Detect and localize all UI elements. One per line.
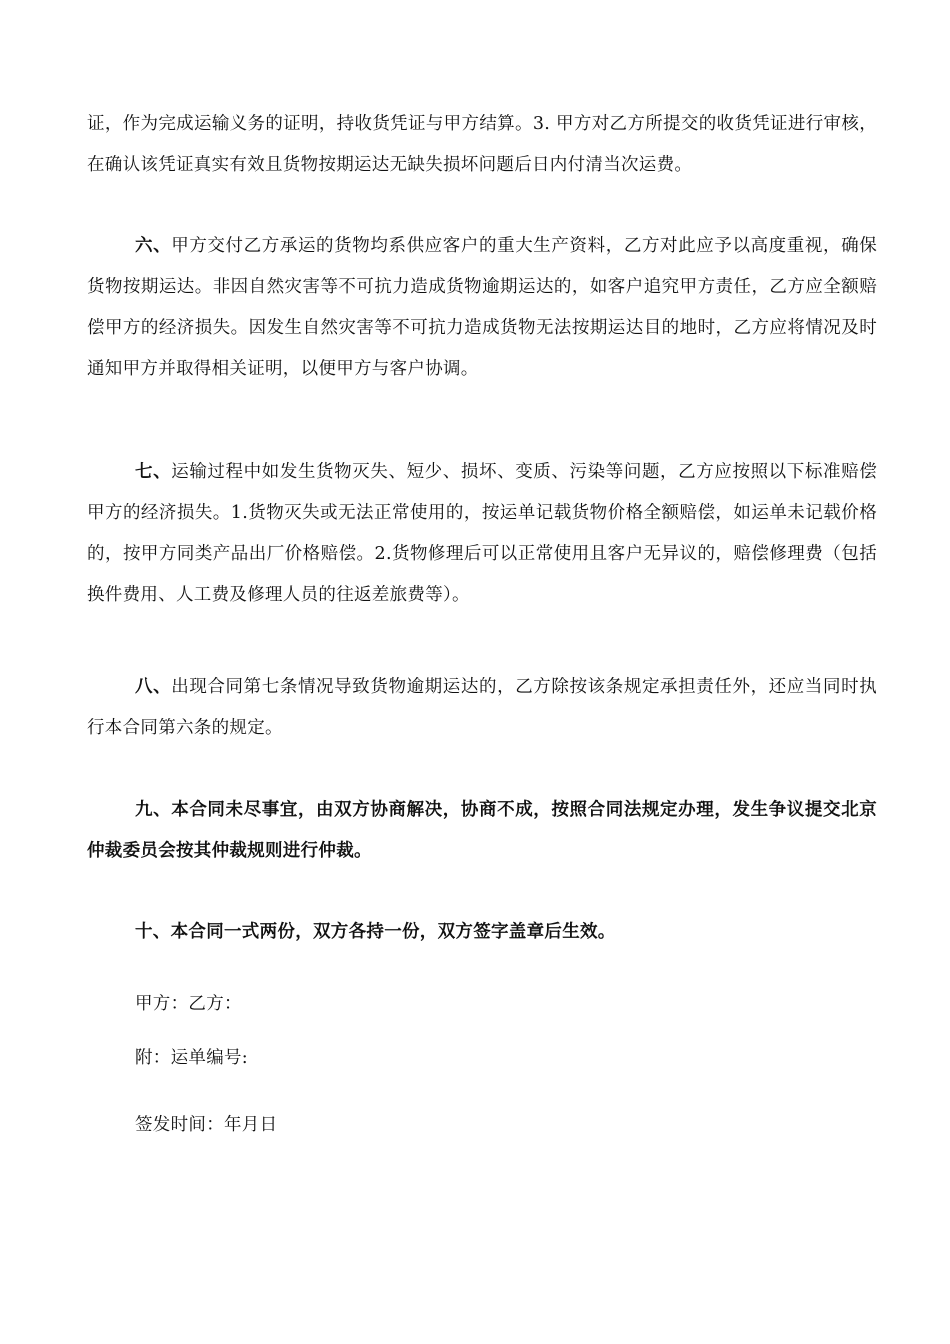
clause-seven-text: 运输过程中如发生货物灭失、短少、损坏、变质、污染等问题，乙方应按照以下标准赔偿甲方的经济损失。1.货物灭失或无法正常使用的，按运单记载货物价格全额赔偿，如运单未记载价格的，按甲方同类产品出厂价格赔偿。2.货物修理后可以正常使用且客户无异议的，赔偿修理费（包括换件费用、人工费及修理人员的往返差旅费等）。 xyxy=(87,462,877,605)
clause-nine xyxy=(87,790,877,872)
clause-eight-number: 八、 xyxy=(135,677,172,697)
clause-eight-text: 出现合同第七条情况导致货物逾期运达的，乙方除按该条规定承担责任外，还应当同时执行本合同第六条的规定。 xyxy=(87,677,877,738)
clause-seven xyxy=(87,452,877,616)
clause-six-number: 六、 xyxy=(135,236,172,256)
clause-seven-number: 七、 xyxy=(135,462,172,482)
clause-ten xyxy=(87,912,877,953)
clause-six xyxy=(87,226,877,390)
clause-nine-text: 九、本合同未尽事宜，由双方协商解决，协商不成，按照合同法规定办理，发生争议提交北京仲裁委员会按其仲裁规则进行仲裁。 xyxy=(87,800,877,861)
clause-six-text: 甲方交付乙方承运的货物均系供应客户的重大生产资料，乙方对此应予以高度重视，确保货物按期运达。非因自然灾害等不可抗力造成货物逾期运达的，如客户追究甲方责任，乙方应全额赔偿甲方的经济损失。因发生自然灾害等不可抗力造成货物无法按期运达目的地时，乙方应将情况及时通知甲方并取得相关证明，以便甲方与客户协调。 xyxy=(87,236,877,379)
clause-eight xyxy=(87,667,877,749)
paragraph-settlement xyxy=(87,104,877,186)
paragraph-settlement-text: 证，作为完成运输义务的证明，持收货凭证与甲方结算。3. 甲方对乙方所提交的收货凭证进行审核，在确认该凭证真实有效且货物按期运达无缺失损坏问题后日内付清当次运费。 xyxy=(87,114,877,175)
waybill-number-line: 附：运单编号: xyxy=(135,1048,248,1068)
clause-ten-text: 十、本合同一式两份，双方各持一份，双方签字盖章后生效。 xyxy=(135,922,616,942)
issue-date-line: 签发时间：年月日 xyxy=(135,1115,278,1135)
signature-parties: 甲方：乙方： xyxy=(135,994,242,1014)
